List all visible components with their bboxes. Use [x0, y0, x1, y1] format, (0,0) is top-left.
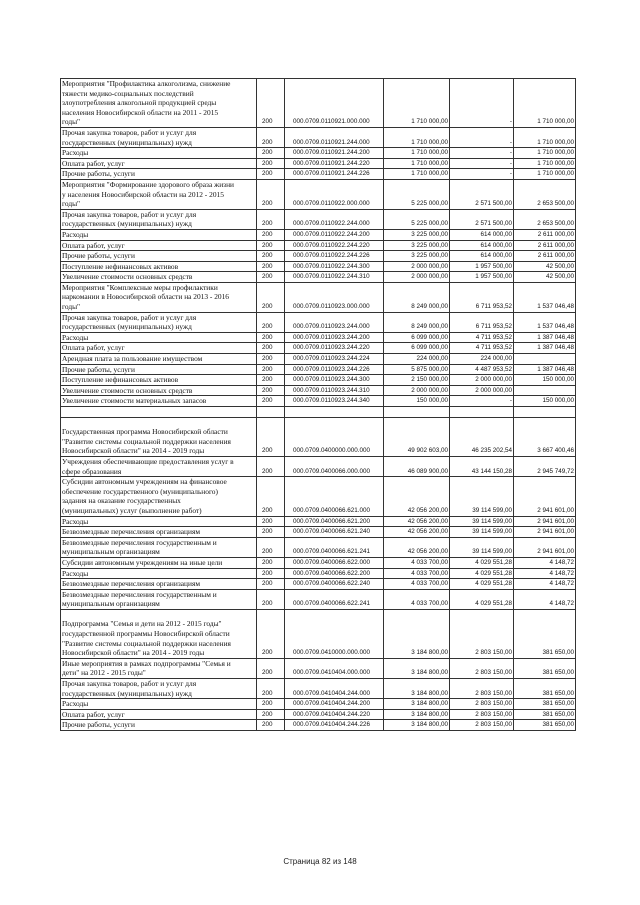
- row-executed-amount: -: [450, 169, 514, 180]
- row-name: Безвозмездные перечисления организациям: [61, 527, 257, 538]
- row-line-code: 200: [257, 209, 285, 229]
- row-budget-code: 000.0709.0400066.622.240: [285, 579, 384, 590]
- row-name: Государственная программа Новосибирской области "Развитие системы социальной поддержки населения Новосибирской области" на 2014 - 2019 годы: [61, 417, 257, 456]
- row-unexecuted-amount: 2 653 500,00: [514, 179, 576, 209]
- row-line-code: 200: [257, 240, 285, 251]
- row-approved-amount: 6 099 000,00: [384, 332, 450, 343]
- row-budget-code: 000.0709.0110921.244.220: [285, 158, 384, 169]
- row-line-code: 200: [257, 272, 285, 283]
- table-row: [61, 589, 576, 609]
- row-approved-amount: 1 710 000,00: [384, 148, 450, 159]
- row-name: Прочая закупка товаров, работ и услуг для государственных (муниципальных) нужд: [61, 679, 257, 699]
- table-row: [61, 261, 576, 272]
- row-approved-amount: 5 225 000,00: [384, 179, 450, 209]
- row-name: Оплата работ, услуг: [61, 158, 257, 169]
- row-unexecuted-amount: 2 941 601,00: [514, 527, 576, 538]
- row-budget-code: 000.0709.0110923.000.000: [285, 282, 384, 312]
- row-line-code: 200: [257, 261, 285, 272]
- row-executed-amount: 4 029 551,28: [450, 579, 514, 590]
- row-executed-amount: 4 711 953,52: [450, 343, 514, 354]
- row-unexecuted-amount: 42 500,00: [514, 261, 576, 272]
- row-unexecuted-amount: 4 148,72: [514, 568, 576, 579]
- row-approved-amount: 1 710 000,00: [384, 79, 450, 128]
- row-name: Безвозмездные перечисления государственным и муниципальным организациям: [61, 537, 257, 557]
- row-approved-amount: 8 249 000,00: [384, 282, 450, 312]
- row-budget-code: 000.0709.0110922.244.000: [285, 209, 384, 229]
- row-line-code: 200: [257, 709, 285, 720]
- table-row: [61, 375, 576, 386]
- table-row: [61, 127, 576, 147]
- row-executed-amount: -: [450, 79, 514, 128]
- row-unexecuted-amount: 381 650,00: [514, 699, 576, 710]
- row-approved-amount: 46 089 900,00: [384, 456, 450, 476]
- row-unexecuted-amount: 42 500,00: [514, 272, 576, 283]
- row-budget-code: 000.0709.0110923.244.226: [285, 364, 384, 375]
- row-name: Прочие работы, услуги: [61, 720, 257, 731]
- table-row: [61, 516, 576, 527]
- row-line-code: 200: [257, 179, 285, 209]
- row-name: Прочие работы, услуги: [61, 364, 257, 375]
- row-approved-amount: 42 056 200,00: [384, 527, 450, 538]
- row-line-code: 200: [257, 527, 285, 538]
- row-line-code: 200: [257, 158, 285, 169]
- row-unexecuted-amount: 2 611 000,00: [514, 229, 576, 240]
- row-line-code: 200: [257, 375, 285, 386]
- row-unexecuted-amount: 2 653 500,00: [514, 209, 576, 229]
- row-budget-code: 000.0709.0410404.244.000: [285, 679, 384, 699]
- row-line-code: 200: [257, 332, 285, 343]
- row-line-code: 200: [257, 282, 285, 312]
- row-name: Расходы: [61, 332, 257, 343]
- row-executed-amount: 2 803 150,00: [450, 709, 514, 720]
- row-executed-amount: 2 803 150,00: [450, 720, 514, 731]
- row-budget-code: 000.0709.0400066.621.200: [285, 516, 384, 527]
- row-approved-amount: 1 710 000,00: [384, 127, 450, 147]
- row-executed-amount: 614 000,00: [450, 251, 514, 262]
- row-name: Безвозмездные перечисления государственным и муниципальным организациям: [61, 589, 257, 609]
- row-approved-amount: 3 184 800,00: [384, 679, 450, 699]
- row-executed-amount: 614 000,00: [450, 229, 514, 240]
- row-unexecuted-amount: 1 710 000,00: [514, 169, 576, 180]
- table-row: [61, 312, 576, 332]
- row-executed-amount: 4 029 551,28: [450, 589, 514, 609]
- table-row: [61, 557, 576, 568]
- row-line-code: 200: [257, 127, 285, 147]
- row-approved-amount: 224 000,00: [384, 354, 450, 365]
- row-executed-amount: 6 711 953,52: [450, 312, 514, 332]
- row-executed-amount: 6 711 953,52: [450, 282, 514, 312]
- row-executed-amount: 2 571 500,00: [450, 209, 514, 229]
- row-budget-code: 000.0709.0400000.000.000: [285, 417, 384, 456]
- table-row: [61, 699, 576, 710]
- table-row: [61, 332, 576, 343]
- row-executed-amount: 224 000,00: [450, 354, 514, 365]
- row-budget-code: 000.0709.0400066.622.200: [285, 568, 384, 579]
- row-name: Безвозмездные перечисления организациям: [61, 579, 257, 590]
- row-approved-amount: 4 033 700,00: [384, 579, 450, 590]
- row-name: Увеличение стоимости основных средств: [61, 385, 257, 396]
- row-approved-amount: 42 056 200,00: [384, 477, 450, 516]
- blank-cell: [514, 407, 576, 418]
- row-executed-amount: 4 711 953,52: [450, 332, 514, 343]
- row-approved-amount: 49 902 603,00: [384, 417, 450, 456]
- row-name: Расходы: [61, 148, 257, 159]
- row-name: Прочая закупка товаров, работ и услуг для государственных (муниципальных) нужд: [61, 209, 257, 229]
- row-budget-code: 000.0709.0110923.244.340: [285, 396, 384, 407]
- row-executed-amount: 1 957 500,00: [450, 272, 514, 283]
- table-row: [61, 148, 576, 159]
- blank-cell: [384, 407, 450, 418]
- row-budget-code: 000.0709.0110922.000.000: [285, 179, 384, 209]
- row-budget-code: 000.0709.0110922.244.220: [285, 240, 384, 251]
- table-row: [61, 343, 576, 354]
- row-name: Прочие работы, услуги: [61, 169, 257, 180]
- row-unexecuted-amount: 381 650,00: [514, 720, 576, 731]
- row-unexecuted-amount: 2 611 000,00: [514, 251, 576, 262]
- row-line-code: 200: [257, 516, 285, 527]
- row-unexecuted-amount: [514, 385, 576, 396]
- row-unexecuted-amount: 381 650,00: [514, 709, 576, 720]
- row-line-code: 200: [257, 537, 285, 557]
- table-row: [61, 456, 576, 476]
- table-row: [61, 709, 576, 720]
- table-row: [61, 240, 576, 251]
- table-row: [61, 417, 576, 456]
- row-name: Подпрограмма "Семья и дети на 2012 - 2015 годы" государственной программы Новосибирской области "Развитие системы социальной поддержки населения Новосибирской области" на 2014 - 2019 годы: [61, 609, 257, 658]
- row-unexecuted-amount: 1 710 000,00: [514, 148, 576, 159]
- row-approved-amount: 2 000 000,00: [384, 261, 450, 272]
- row-line-code: 200: [257, 589, 285, 609]
- row-budget-code: 000.0709.0110923.244.224: [285, 354, 384, 365]
- table-row: [61, 272, 576, 283]
- table-row: [61, 364, 576, 375]
- row-executed-amount: 2 803 150,00: [450, 609, 514, 658]
- table-row: [61, 396, 576, 407]
- row-approved-amount: 3 184 800,00: [384, 609, 450, 658]
- row-budget-code: 000.0709.0410404.244.226: [285, 720, 384, 731]
- row-executed-amount: -: [450, 148, 514, 159]
- row-line-code: 200: [257, 456, 285, 476]
- table-row: [61, 251, 576, 262]
- row-line-code: 200: [257, 609, 285, 658]
- row-name: Расходы: [61, 699, 257, 710]
- row-name: Расходы: [61, 516, 257, 527]
- row-budget-code: 000.0709.0110921.000.000: [285, 79, 384, 128]
- row-budget-code: 000.0709.0400066.622.241: [285, 589, 384, 609]
- row-name: Оплата работ, услуг: [61, 709, 257, 720]
- row-budget-code: 000.0709.0400066.621.000: [285, 477, 384, 516]
- row-unexecuted-amount: 1 710 000,00: [514, 127, 576, 147]
- row-line-code: 200: [257, 417, 285, 456]
- row-unexecuted-amount: 3 667 400,46: [514, 417, 576, 456]
- row-line-code: 200: [257, 699, 285, 710]
- row-line-code: 200: [257, 568, 285, 579]
- row-approved-amount: 150 000,00: [384, 396, 450, 407]
- row-executed-amount: 39 114 599,00: [450, 537, 514, 557]
- row-approved-amount: 1 710 000,00: [384, 158, 450, 169]
- row-executed-amount: -: [450, 158, 514, 169]
- table-row: [61, 658, 576, 678]
- table-row: [61, 579, 576, 590]
- row-unexecuted-amount: 2 945 749,72: [514, 456, 576, 476]
- row-approved-amount: 2 000 000,00: [384, 272, 450, 283]
- table-row: [61, 354, 576, 365]
- row-unexecuted-amount: 4 148,72: [514, 557, 576, 568]
- row-budget-code: 000.0709.0110922.244.300: [285, 261, 384, 272]
- row-line-code: 200: [257, 557, 285, 568]
- table-row: [61, 720, 576, 731]
- row-unexecuted-amount: 381 650,00: [514, 679, 576, 699]
- row-unexecuted-amount: 381 650,00: [514, 658, 576, 678]
- page-number: Страница 82 из 148: [283, 857, 357, 866]
- table-row: [61, 568, 576, 579]
- row-approved-amount: 2 150 000,00: [384, 375, 450, 386]
- row-budget-code: 000.0709.0110923.244.200: [285, 332, 384, 343]
- row-line-code: 200: [257, 251, 285, 262]
- table-row: [61, 282, 576, 312]
- row-unexecuted-amount: 1 710 000,00: [514, 79, 576, 128]
- table-row: [61, 209, 576, 229]
- row-budget-code: 000.0709.0400066.000.000: [285, 456, 384, 476]
- row-budget-code: 000.0709.0400066.622.000: [285, 557, 384, 568]
- row-name: Субсидии автономным учреждениям на иные цели: [61, 557, 257, 568]
- row-approved-amount: 3 184 800,00: [384, 658, 450, 678]
- blank-cell: [450, 407, 514, 418]
- row-approved-amount: 1 710 000,00: [384, 169, 450, 180]
- row-approved-amount: 5 225 000,00: [384, 209, 450, 229]
- row-budget-code: 000.0709.0410404.244.200: [285, 699, 384, 710]
- row-unexecuted-amount: 150 000,00: [514, 396, 576, 407]
- row-unexecuted-amount: [514, 354, 576, 365]
- row-name: Арендная плата за пользование имуществом: [61, 354, 257, 365]
- blank-cell: [61, 407, 257, 418]
- row-budget-code: 000.0709.0110923.244.000: [285, 312, 384, 332]
- row-line-code: 200: [257, 396, 285, 407]
- row-executed-amount: 2 571 500,00: [450, 179, 514, 209]
- row-line-code: 200: [257, 229, 285, 240]
- row-name: Мероприятия "Профилактика алкоголизма, снижение тяжести медико-социальных последствий злоупотребления алкогольной продукцией среды населения Новосибирской области на 2011 - 2015 годы": [61, 79, 257, 128]
- row-approved-amount: 42 056 200,00: [384, 516, 450, 527]
- row-name: Иные мероприятия в рамках подпрограммы "Семья и дети" на 2012 - 2015 годы": [61, 658, 257, 678]
- row-budget-code: 000.0709.0110921.244.200: [285, 148, 384, 159]
- table-row: [61, 537, 576, 557]
- row-name: Прочие работы, услуги: [61, 251, 257, 262]
- row-name: Расходы: [61, 229, 257, 240]
- row-unexecuted-amount: 2 941 601,00: [514, 477, 576, 516]
- row-approved-amount: 8 249 000,00: [384, 312, 450, 332]
- row-approved-amount: 3 184 800,00: [384, 720, 450, 731]
- row-name: Оплата работ, услуг: [61, 343, 257, 354]
- row-line-code: 200: [257, 385, 285, 396]
- blank-row: [61, 407, 576, 418]
- row-approved-amount: 4 033 700,00: [384, 557, 450, 568]
- row-name: Мероприятия "Формирование здорового образа жизни у населения Новосибирской области на 2012 - 2015 годы": [61, 179, 257, 209]
- row-unexecuted-amount: 381 650,00: [514, 609, 576, 658]
- row-name: Увеличение стоимости основных средств: [61, 272, 257, 283]
- row-budget-code: 000.0709.0110922.244.310: [285, 272, 384, 283]
- row-unexecuted-amount: 1 537 046,48: [514, 312, 576, 332]
- budget-table: [60, 78, 576, 731]
- table-row: [61, 79, 576, 128]
- row-approved-amount: 3 184 800,00: [384, 709, 450, 720]
- row-budget-code: 000.0709.0400066.621.241: [285, 537, 384, 557]
- row-budget-code: 000.0709.0110923.244.300: [285, 375, 384, 386]
- row-name: Учреждения обеспечивающие предоставления услуг в сфере образования: [61, 456, 257, 476]
- table-row: [61, 527, 576, 538]
- row-line-code: 200: [257, 679, 285, 699]
- row-name: Оплата работ, услуг: [61, 240, 257, 251]
- row-approved-amount: 6 099 000,00: [384, 343, 450, 354]
- row-budget-code: 000.0709.0410000.000.000: [285, 609, 384, 658]
- row-approved-amount: 42 056 200,00: [384, 537, 450, 557]
- budget-table-body: [61, 79, 576, 731]
- row-unexecuted-amount: 2 611 000,00: [514, 240, 576, 251]
- row-executed-amount: 43 144 150,28: [450, 456, 514, 476]
- row-executed-amount: 2 000 000,00: [450, 385, 514, 396]
- row-unexecuted-amount: 1 387 046,48: [514, 364, 576, 375]
- row-executed-amount: 1 957 500,00: [450, 261, 514, 272]
- row-executed-amount: 4 029 551,28: [450, 557, 514, 568]
- blank-cell: [285, 407, 384, 418]
- row-executed-amount: 46 235 202,54: [450, 417, 514, 456]
- table-row: [61, 477, 576, 516]
- row-executed-amount: -: [450, 127, 514, 147]
- row-budget-code: 000.0709.0110923.244.310: [285, 385, 384, 396]
- row-line-code: 200: [257, 343, 285, 354]
- row-approved-amount: 3 184 800,00: [384, 699, 450, 710]
- table-row: [61, 229, 576, 240]
- row-approved-amount: 5 875 000,00: [384, 364, 450, 375]
- row-name: Поступление нефинансовых активов: [61, 261, 257, 272]
- blank-cell: [257, 407, 285, 418]
- table-row: [61, 385, 576, 396]
- table-row: [61, 179, 576, 209]
- row-budget-code: 000.0709.0410404.244.220: [285, 709, 384, 720]
- row-unexecuted-amount: 4 148,72: [514, 589, 576, 609]
- row-budget-code: 000.0709.0110922.244.200: [285, 229, 384, 240]
- row-executed-amount: 2 803 150,00: [450, 679, 514, 699]
- row-unexecuted-amount: 2 941 601,00: [514, 516, 576, 527]
- row-line-code: 200: [257, 364, 285, 375]
- row-budget-code: 000.0709.0110921.244.000: [285, 127, 384, 147]
- row-executed-amount: 39 114 599,00: [450, 516, 514, 527]
- row-approved-amount: 4 033 700,00: [384, 568, 450, 579]
- row-line-code: 200: [257, 477, 285, 516]
- table-row: [61, 158, 576, 169]
- row-name: Прочая закупка товаров, работ и услуг для государственных (муниципальных) нужд: [61, 127, 257, 147]
- row-name: Расходы: [61, 568, 257, 579]
- row-approved-amount: 3 225 000,00: [384, 229, 450, 240]
- row-line-code: 200: [257, 169, 285, 180]
- row-executed-amount: 2 803 150,00: [450, 699, 514, 710]
- row-line-code: 200: [257, 354, 285, 365]
- row-unexecuted-amount: 1 710 000,00: [514, 158, 576, 169]
- row-unexecuted-amount: 1 387 046,48: [514, 332, 576, 343]
- row-unexecuted-amount: 150 000,00: [514, 375, 576, 386]
- row-unexecuted-amount: 4 148,72: [514, 579, 576, 590]
- row-approved-amount: 2 000 000,00: [384, 385, 450, 396]
- row-line-code: 200: [257, 658, 285, 678]
- row-name: Увеличение стоимости материальных запасов: [61, 396, 257, 407]
- row-line-code: 200: [257, 720, 285, 731]
- row-executed-amount: -: [450, 396, 514, 407]
- row-line-code: 200: [257, 312, 285, 332]
- row-executed-amount: 39 114 599,00: [450, 527, 514, 538]
- row-approved-amount: 3 225 000,00: [384, 251, 450, 262]
- table-row: [61, 609, 576, 658]
- row-budget-code: 000.0709.0110922.244.226: [285, 251, 384, 262]
- row-name: Субсидии автономным учреждениям на финансовое обеспечение государственного (муниципального) задания на оказание государственных (муниципальных) услуг (выполнение работ): [61, 477, 257, 516]
- table-row: [61, 169, 576, 180]
- row-unexecuted-amount: 1 537 046,48: [514, 282, 576, 312]
- row-executed-amount: 2 803 150,00: [450, 658, 514, 678]
- row-line-code: 200: [257, 79, 285, 128]
- row-line-code: 200: [257, 148, 285, 159]
- row-executed-amount: 614 000,00: [450, 240, 514, 251]
- row-budget-code: 000.0709.0400066.621.240: [285, 527, 384, 538]
- row-executed-amount: 4 029 551,28: [450, 568, 514, 579]
- row-approved-amount: 4 033 700,00: [384, 589, 450, 609]
- row-unexecuted-amount: 2 941 601,00: [514, 537, 576, 557]
- row-executed-amount: 4 487 953,52: [450, 364, 514, 375]
- row-line-code: 200: [257, 579, 285, 590]
- table-row: [61, 679, 576, 699]
- row-unexecuted-amount: 1 387 046,48: [514, 343, 576, 354]
- row-approved-amount: 3 225 000,00: [384, 240, 450, 251]
- row-budget-code: 000.0709.0410404.000.000: [285, 658, 384, 678]
- row-budget-code: 000.0709.0110923.244.220: [285, 343, 384, 354]
- row-name: Прочая закупка товаров, работ и услуг для государственных (муниципальных) нужд: [61, 312, 257, 332]
- row-name: Мероприятия "Комплексные меры профилактики наркомании в Новосибирской области на 2013 - 2016 годы": [61, 282, 257, 312]
- row-executed-amount: 2 000 000,00: [450, 375, 514, 386]
- row-executed-amount: 39 114 599,00: [450, 477, 514, 516]
- row-name: Поступление нефинансовых активов: [61, 375, 257, 386]
- row-budget-code: 000.0709.0110921.244.226: [285, 169, 384, 180]
